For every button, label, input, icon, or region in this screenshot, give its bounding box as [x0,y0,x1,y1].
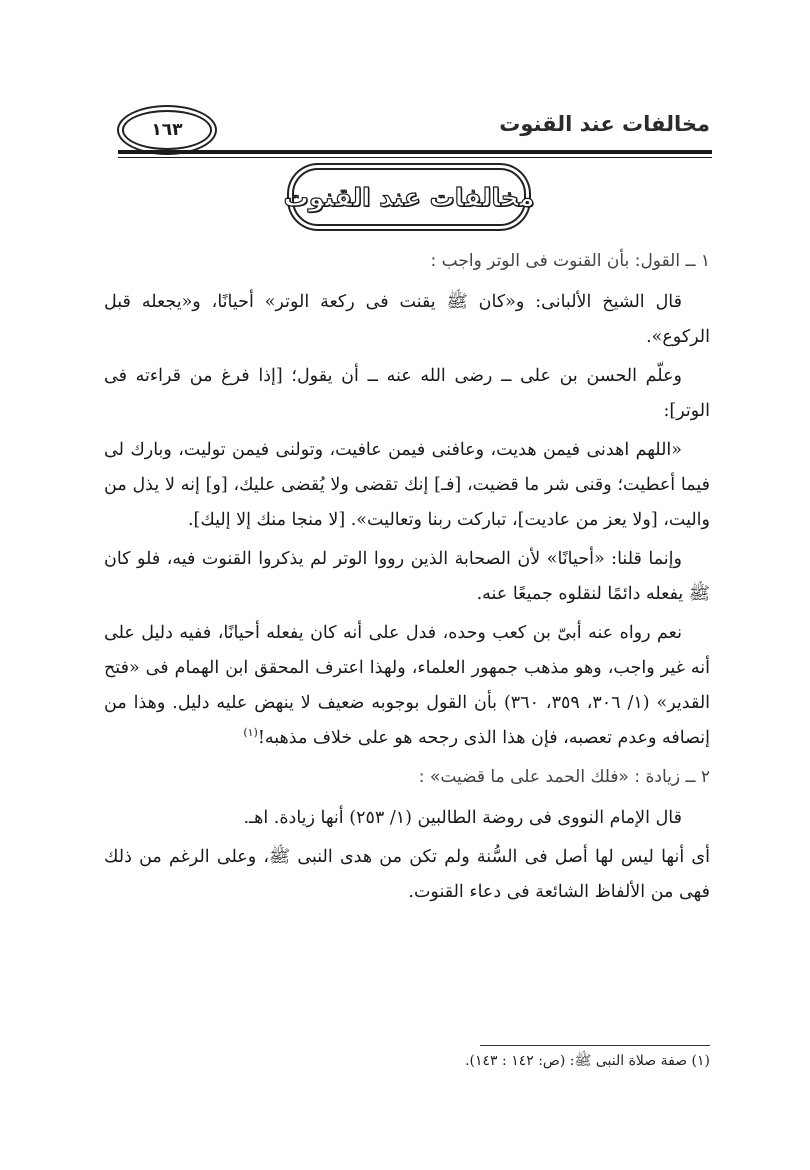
paragraph-nawawi: قال الإمام النووى فى روضة الطالبين (١/ ٢٥٣) أنها زيادة. اهـ. [243,808,682,828]
chapter-title: مخالفات عند القنوت [283,182,535,212]
paragraph-sometimes-explanation: وإنما قلنا: «أحيانًا» لأن الصحابة الذين رووا الوتر لم يذكروا القنوت فيه، فلو كان ﷺ يفعله دائمًا لنقلوه جميعًا عنه. [104,549,710,604]
paragraph-qunut-supplication: «اللهم اهدنى فيمن هديت، وعافنى فيمن عافيت، وتولنى فيمن توليت، وبارك لى فيما أعطيت؛ وقنى شر ما قضيت، [فـ] إنك تقضى ولا يُقضى عليك، [و] إنه لا يذل من واليت، [ولا يعز من عاديت]، تباركت ربنا وتعاليت». [لا منجا منك إلا إليك]. [104,440,710,530]
footnote: (١) صفة صلاة النبى ﷺ: (ص: ١٤٢ : ١٤٣). [465,1053,710,1069]
page-number-badge [122,110,212,150]
footnote-separator [480,1045,710,1046]
paragraph-hasan-instruction: وعلّم الحسن بن على ــ رضى الله عنه ــ أن يقول؛ [إذا فرغ من قراءته فى الوتر]: [104,366,710,421]
chapter-title-frame [283,168,535,226]
section-heading-2: ٢ ــ زيادة : «فلك الحمد على ما قضيت» : [418,767,710,787]
paragraph-albani-quote: قال الشيخ الألبانى: و«كان ﷺ يقنت فى ركعة الوتر» أحيانًا، و«يجعله قبل الركوع». [104,292,710,347]
running-title: مخالفات عند القنوت [499,112,710,136]
body-text [104,244,710,914]
paragraph-ubayy-text: نعم رواه عنه أبىّ بن كعب وحده، فدل على أنه كان يفعله أحيانًا، ففيه دليل على أنه غير واجب، وهو مذهب جمهور العلماء، ولهذا اعترف المحقق ابن الهمام فى «فتح القدير» (١/ ٣٠٦، ٣٥٩، ٣٦٠) بأن القول بوجوبه ضعيف لا ينهض عليه دليل. وهذا من إنصافه وعدم تعصبه، فإن هذا الذى رجحه هو على خلاف مذهبه! [104,623,711,748]
header-rule-thin [118,157,712,158]
paragraph-ubayy-narration [104,616,710,756]
footnote-reference: (١) [243,726,258,740]
paragraph-no-basis: أى أنها ليس لها أصل فى السُّنة ولم تكن من هدى النبى ﷺ، وعلى الرغم من ذلك فهى من الألفاظ الشائعة فى دعاء القنوت. [104,847,710,902]
section-heading-1: ١ ــ القول: بأن القنوت فى الوتر واجب : [430,251,710,271]
header-rule-thick [118,150,712,154]
page-number: ١٦٣ [151,120,183,140]
